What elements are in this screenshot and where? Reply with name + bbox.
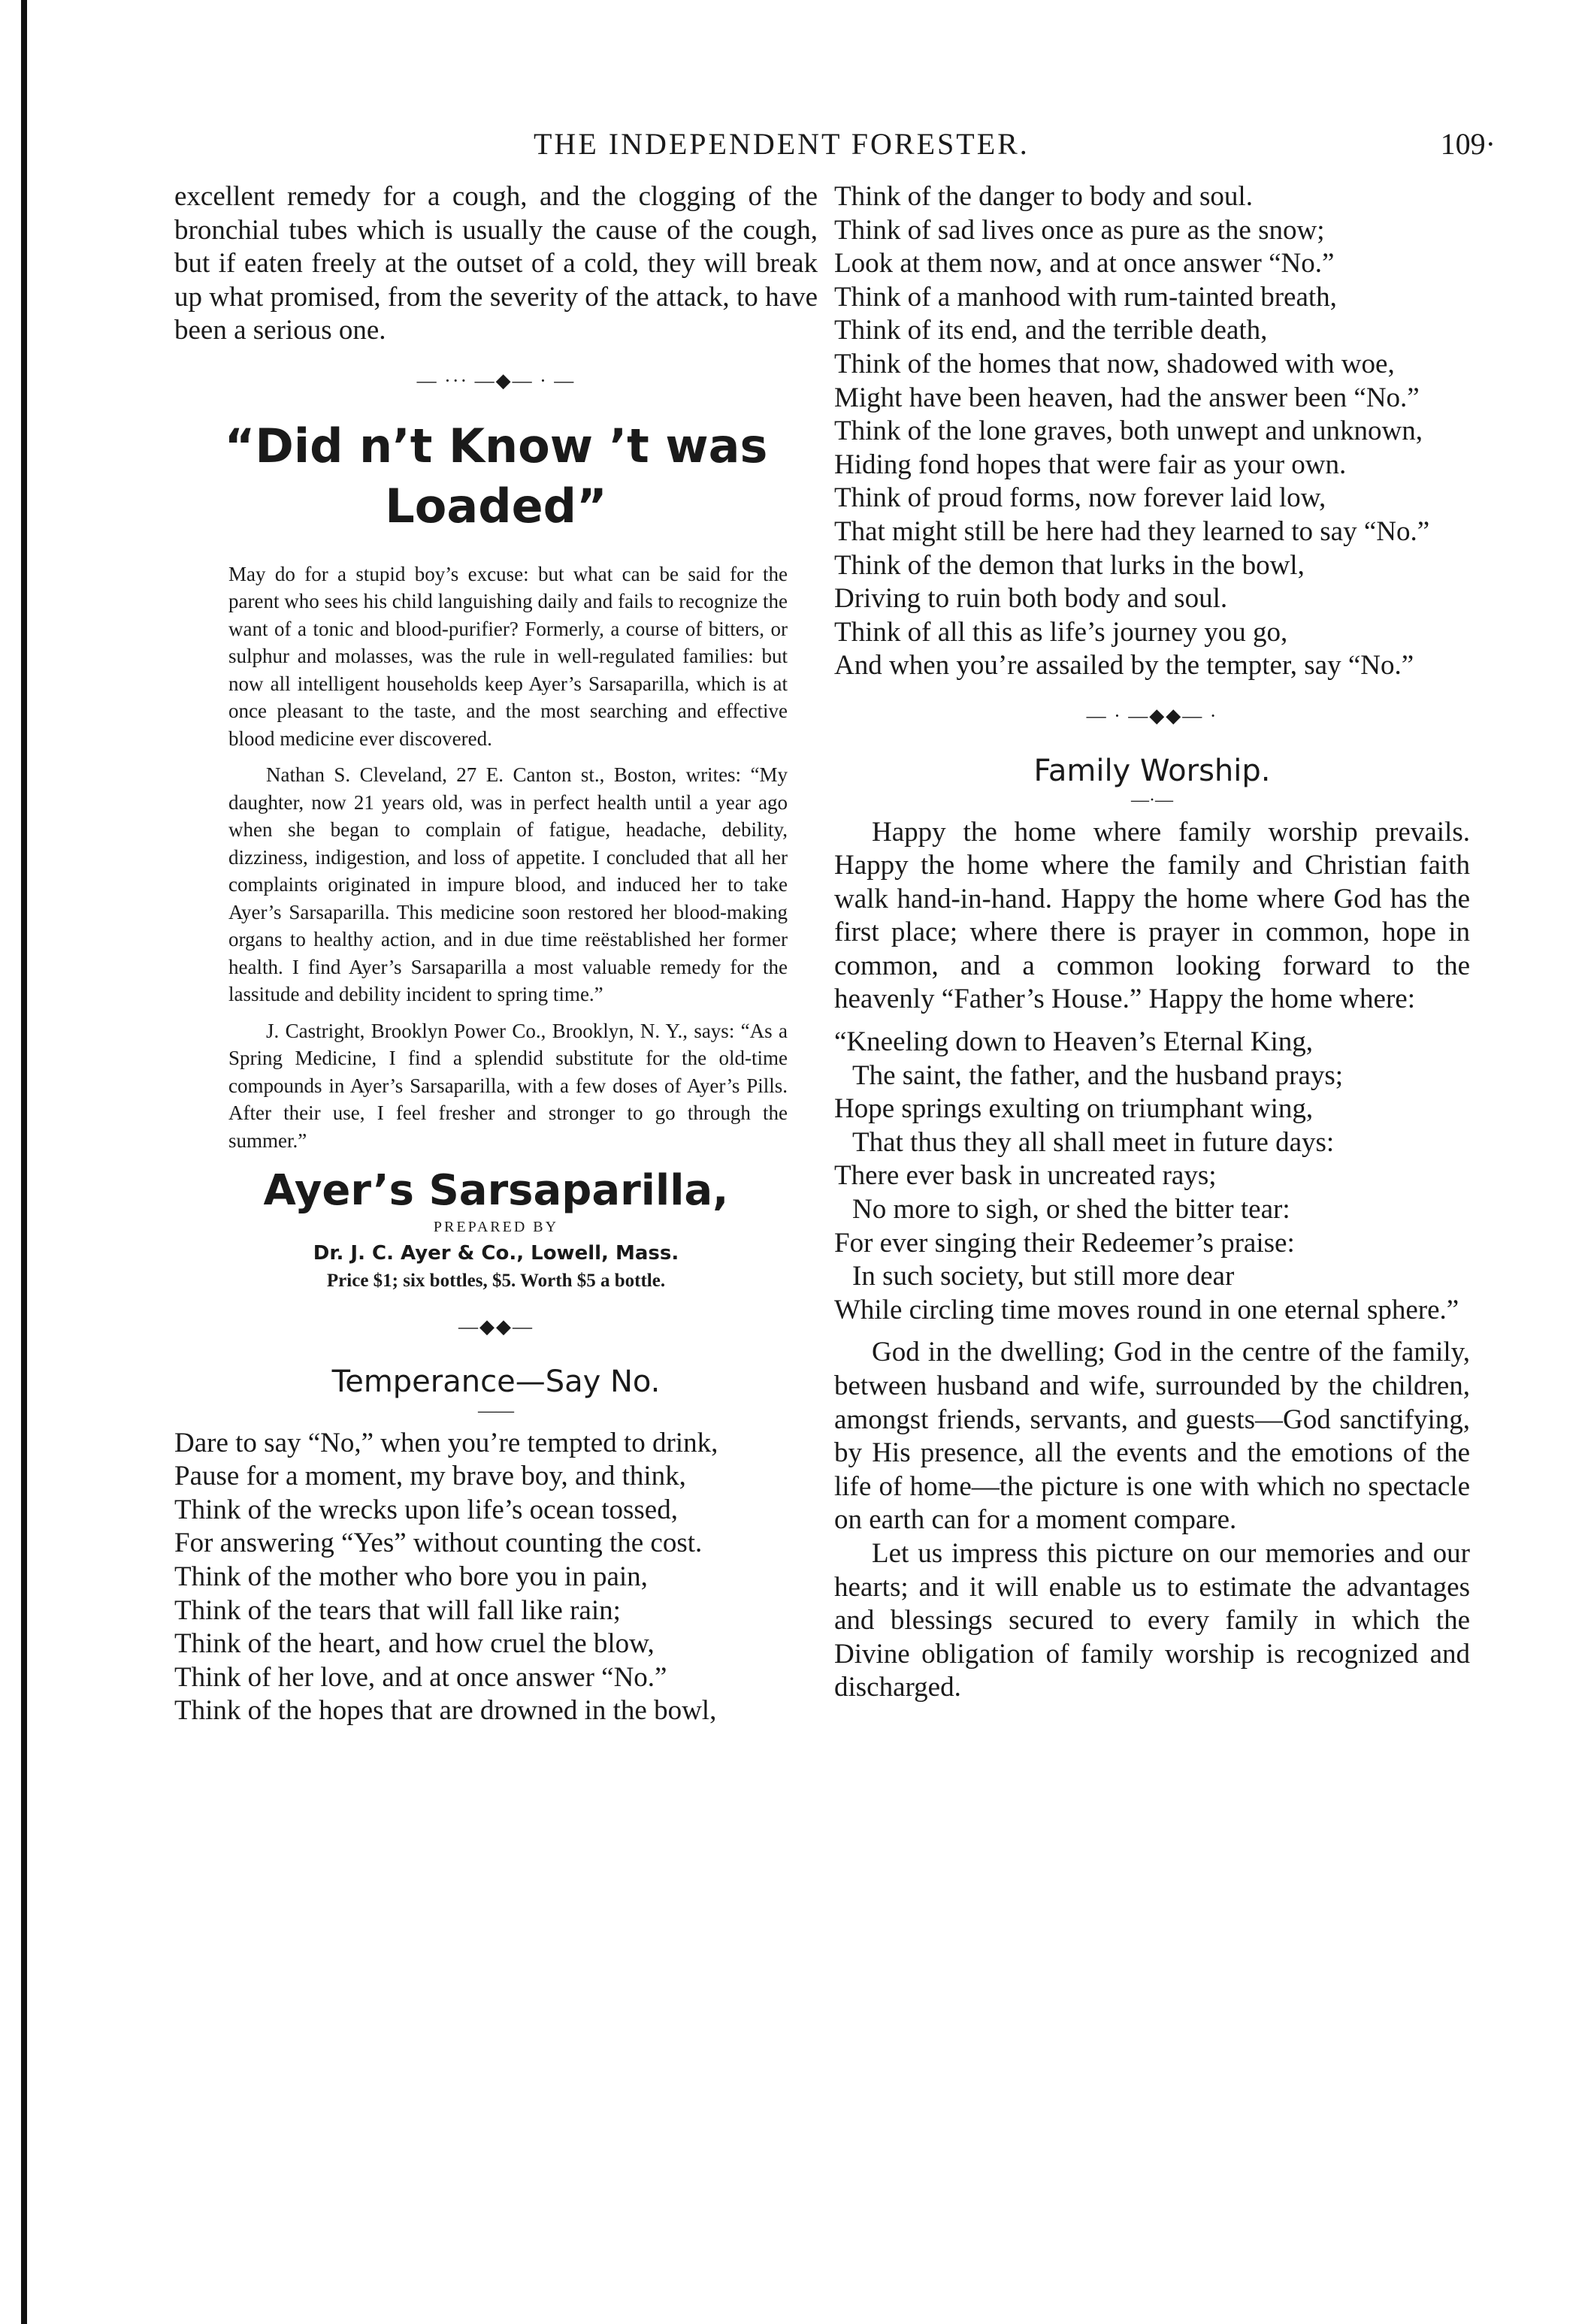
poem-line: Think of the tears that will fall like rain; (174, 1594, 621, 1626)
poem-line: Think of the mother who bore you in pain, (174, 1561, 648, 1593)
worship-title: Family Worship. (1033, 753, 1271, 788)
ad-headline: “Did n’t Know ’t was Loaded” (224, 418, 768, 533)
poem-line: Think of all this as life’s journey you go, (834, 616, 1288, 648)
separator-ornament: — · —◆◆— · (1086, 704, 1218, 727)
binding-edge (21, 0, 27, 2324)
worship-paragraph: God in the dwelling; God in the centre of the family, between husband and wife, surrounded by the children, amongst friends, servants, and guests—God sanctifying, by His presence, all the events and the emotions of the life of home—the picture is one with which no spectacle on earth can for a moment compare. (834, 1337, 1470, 1536)
title-rule: —— (478, 1401, 514, 1421)
poem-line: Think of the wrecks upon life’s ocean tossed, (174, 1494, 678, 1525)
right-column (834, 180, 1470, 1705)
poem-line: That might still be here had they learned to say “No.” (834, 515, 1430, 547)
product-name: Ayer’s Sarsaparilla, (263, 1166, 729, 1216)
testimonial: J. Castright, Brooklyn Power Co., Brooklyn, N. Y., says: “As a Spring Medicine, I find a splendid substitute for the old-time compounds in Ayer’s Sarsaparilla, with a few doses of Ayer’s Pills. After their use, I feel fresher and stronger to go through the summer.” (228, 1019, 788, 1152)
hymn-line: No more to sigh, or shed the bitter tear: (852, 1194, 1290, 1225)
poem-line: Think of the danger to body and soul. (834, 181, 1253, 212)
poem-line: Pause for a moment, my brave boy, and think, (174, 1461, 686, 1492)
advertisement (174, 416, 818, 1295)
hymn-line: That thus they all shall meet in future days: (852, 1126, 1335, 1158)
hymn-line: “Kneeling down to Heaven’s Eternal King, (834, 1026, 1314, 1058)
temperance-poem (174, 1427, 818, 1728)
hymn-line: The saint, the father, and the husband prays; (852, 1059, 1344, 1091)
hymn-line: While circling time moves round in one eternal sphere.” (834, 1294, 1459, 1325)
worship-paragraph: Let us impress this picture on our memories and our hearts; and it will enable us to estimate the advantages and blessings secured to every family in which the Divine obligation of family worship is recognized and discharged. (834, 1537, 1470, 1703)
poem-line: Think of the heart, and how cruel the blow, (174, 1628, 655, 1660)
poem-line: Look at them now, and at once answer “No.” (834, 248, 1335, 280)
separator-ornament: — ··· —◆— · — (416, 369, 576, 391)
left-column (174, 180, 818, 1728)
temperance-title: Temperance—Say No. (331, 1364, 661, 1399)
ad-body (174, 561, 818, 1155)
poem-line: Hiding fond hopes that were fair as your own. (834, 449, 1347, 480)
hymn-line: Hope springs exulting on triumphant wing, (834, 1093, 1314, 1125)
poem-line: Dare to say “No,” when you’re tempted to drink, (174, 1427, 718, 1458)
poem-line: Might have been heaven, had the answer been “No.” (834, 382, 1420, 413)
poem-line: Think of the homes that now, shadowed with woe, (834, 348, 1395, 379)
poem-line: Think of the demon that lurks in the bowl, (834, 549, 1305, 581)
poem-line: Driving to ruin both body and soul. (834, 583, 1228, 615)
maker-line: Dr. J. C. Ayer & Co., Lowell, Mass. (313, 1242, 679, 1265)
title-rule: —·— (1131, 790, 1173, 810)
journal-title: THE INDEPENDENT FORESTER. (534, 127, 1030, 161)
prepared-by: PREPARED BY (433, 1219, 559, 1236)
testimonial: Nathan S. Cleveland, 27 E. Canton st., Boston, writes: “My daughter, now 21 years old, was in perfect health until a year ago when she began to complain of fatigue, headache, debility, dizziness, indigestion, and loss of appetite. I concluded that all her complaints originated in impure blood, and induced her to take Ayer’s Sarsaparilla. This medicine soon restored her blood-making organs to healthy action, and in due time reëstablished her former health. I find Ayer’s Sarsaparilla a most valuable remedy for the lassitude and debility incident to spring time.” (228, 763, 788, 1006)
poem-line: Think of a manhood with rum-tainted breath, (834, 281, 1337, 313)
temperance-poem-continued (834, 180, 1470, 683)
poem-line: And when you’re assailed by the tempter, say “No.” (834, 650, 1414, 681)
poem-line: Think of its end, and the terrible death, (834, 315, 1268, 346)
intro-paragraph: excellent remedy for a cough, and the clogging of the bronchial tubes which is usually the cause of the cough, but if eaten freely at the outset of a cold, they will break up what promised, from the severity of the attack, to have been a serious one. (174, 181, 818, 346)
poem-line: For answering “Yes” without counting the cost. (174, 1528, 703, 1559)
poem-line: Think of sad lives once as pure as the snow; (834, 214, 1325, 246)
page-number: 109· (1440, 127, 1496, 161)
hymn-line: In such society, but still more dear (852, 1261, 1235, 1292)
poem-line: Think of her love, and at once answer “No.” (174, 1661, 667, 1693)
poem-line: Think of the lone graves, both unwept and unknown, (834, 416, 1423, 447)
poem-line: Think of proud forms, now forever laid low, (834, 482, 1326, 514)
poem-line: Think of the hopes that are drowned in the bowl, (174, 1695, 717, 1727)
separator-ornament: —◆◆— (458, 1316, 534, 1338)
hymn-line: For ever singing their Redeemer’s praise: (834, 1227, 1295, 1259)
hymn-line: There ever bask in uncreated rays; (834, 1160, 1217, 1192)
price-line: Price $1; six bottles, $5. Worth $5 a bottle. (326, 1271, 666, 1292)
worship-paragraph: Happy the home where family worship prevails. Happy the home where the family and Christian faith walk hand-in-hand. Happy the home where God has the first place; where there is prayer in common, hope in common, and a common looking forward to the heavenly “Father’s House.” Happy the home where: (834, 816, 1470, 1015)
running-header (173, 126, 1496, 171)
hymn-quote (834, 1026, 1470, 1327)
ad-lead-paragraph: May do for a stupid boy’s excuse: but what can be said for the parent who sees his child languishing daily and fails to recognize the want of a tonic and blood-purifier? Formerly, a course of bitters, or sulphur and molasses, was the rule in well-regulated families: but now all intelligent households keep Ayer’s Sarsaparilla, which is at once pleasant to the taste, and the most searching and effective blood medicine ever discovered. (228, 562, 788, 750)
